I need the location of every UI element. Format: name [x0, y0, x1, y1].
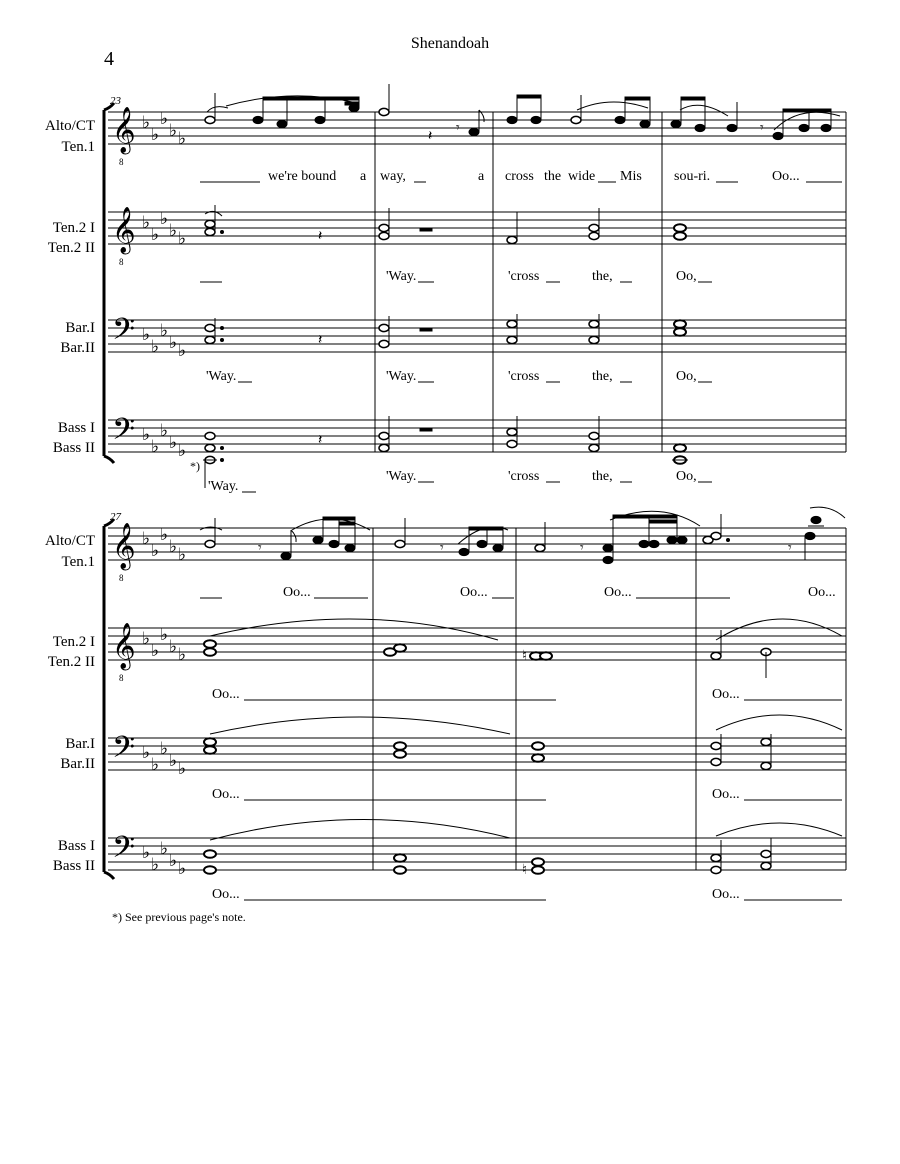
svg-text:Ten.1: Ten.1	[61, 139, 95, 155]
system-bracket	[104, 519, 114, 879]
bass-clef-icon: 𝄢	[112, 731, 136, 772]
svg-text:𝄾: 𝄾	[760, 121, 764, 136]
svg-text:♭: ♭	[160, 739, 169, 759]
svg-text:way,: way,	[380, 169, 406, 184]
lyrics-alto	[200, 585, 836, 600]
svg-text:♭: ♭	[178, 859, 187, 879]
svg-text:'Way.: 'Way.	[386, 369, 417, 384]
svg-text:'cross: 'cross	[508, 269, 540, 284]
notes-ten2	[205, 205, 686, 244]
footnote-marker: *)	[190, 459, 200, 473]
svg-text:'Way.: 'Way.	[208, 479, 239, 494]
svg-text:𝄾: 𝄾	[580, 541, 584, 556]
svg-text:a: a	[360, 169, 367, 184]
lyrics-bass	[212, 887, 842, 902]
svg-text:𝄾: 𝄾	[788, 541, 792, 556]
instrument-names	[45, 118, 95, 456]
svg-text:Oo...: Oo...	[460, 585, 488, 600]
svg-text:♭: ♭	[151, 855, 160, 875]
svg-text:♭: ♭	[169, 851, 178, 871]
svg-text:sou-ri.: sou-ri.	[674, 169, 711, 184]
svg-text:♭: ♭	[169, 433, 178, 453]
svg-text:♭: ♭	[151, 641, 160, 661]
svg-text:wide: wide	[568, 169, 596, 184]
svg-text:Bass II: Bass II	[52, 858, 95, 874]
svg-text:♭: ♭	[169, 537, 178, 557]
svg-text:Oo,: Oo,	[676, 269, 697, 284]
svg-text:𝄾: 𝄾	[258, 541, 262, 556]
lyrics-bass	[208, 469, 712, 494]
svg-text:Oo...: Oo...	[212, 687, 240, 702]
staff-name: Ten.2 I	[52, 634, 95, 650]
svg-text:♭: ♭	[169, 121, 178, 141]
staff-name: Bass I	[57, 838, 95, 854]
clefs	[112, 523, 136, 872]
svg-text:the: the	[544, 169, 562, 184]
svg-text:♭: ♭	[160, 209, 169, 229]
key-signature	[142, 525, 186, 879]
svg-text:♭: ♭	[178, 129, 187, 149]
svg-text:♭: ♭	[178, 645, 187, 665]
svg-text:the,: the,	[592, 269, 613, 284]
svg-text:♭: ♭	[142, 113, 151, 133]
svg-text:♭: ♭	[178, 441, 187, 461]
svg-text:cross: cross	[505, 169, 534, 184]
svg-text:♭: ♭	[151, 437, 160, 457]
svg-text:Bar.II: Bar.II	[60, 340, 95, 356]
svg-text:♭: ♭	[142, 629, 151, 649]
notes-bar	[204, 715, 842, 770]
system-1	[45, 84, 846, 494]
svg-text:Bar.II: Bar.II	[60, 756, 95, 772]
svg-text:𝄽: 𝄽	[318, 333, 323, 348]
bass-clef-icon: 𝄢	[112, 413, 136, 454]
svg-text:♭: ♭	[178, 341, 187, 361]
treble-clef-icon: 𝄞	[112, 523, 136, 569]
svg-text:♭: ♭	[151, 125, 160, 145]
bass-clef-icon: 𝄢	[112, 313, 136, 354]
svg-text:Oo,: Oo,	[676, 369, 697, 384]
svg-text:8: 8	[119, 157, 124, 167]
system-bracket	[104, 103, 114, 463]
measure-number: 23	[110, 95, 121, 107]
svg-text:♭: ♭	[160, 109, 169, 129]
svg-text:the,: the,	[592, 369, 613, 384]
svg-text:♭: ♭	[169, 333, 178, 353]
svg-text:♭: ♭	[142, 529, 151, 549]
svg-text:Ten.2 II: Ten.2 II	[47, 654, 95, 670]
svg-text:♭: ♭	[142, 743, 151, 763]
staff-name: Ten.2 I	[52, 220, 95, 236]
svg-text:𝄽: 𝄽	[318, 433, 323, 448]
lyrics-bar	[206, 369, 712, 384]
svg-text:Mis: Mis	[620, 169, 642, 184]
svg-text:Oo...: Oo...	[212, 887, 240, 902]
notes-bar	[205, 314, 686, 348]
svg-text:𝄽: 𝄽	[318, 229, 323, 244]
treble-clef-icon: 𝄞	[112, 107, 136, 153]
svg-text:♭: ♭	[151, 541, 160, 561]
lyrics-ten2	[200, 269, 712, 284]
svg-text:♭: ♭	[142, 213, 151, 233]
svg-text:♭: ♭	[151, 337, 160, 357]
svg-text:Ten.2 II: Ten.2 II	[47, 240, 95, 256]
svg-text:Oo...: Oo...	[712, 787, 740, 802]
svg-text:♭: ♭	[160, 839, 169, 859]
barlines	[373, 528, 846, 870]
system-2	[45, 507, 846, 902]
lyrics-bar	[212, 787, 842, 802]
footnote: *) See previous page's note.	[112, 910, 246, 924]
page-number: 4	[104, 48, 114, 70]
svg-text:♭: ♭	[160, 525, 169, 545]
staff-name: Alto/CT	[44, 533, 95, 549]
svg-text:a: a	[478, 169, 485, 184]
svg-text:♮: ♮	[522, 862, 528, 878]
svg-text:'cross: 'cross	[508, 369, 540, 384]
clefs	[112, 107, 136, 454]
svg-text:8: 8	[119, 573, 124, 583]
svg-text:♭: ♭	[169, 751, 178, 771]
staff-name: Bar.I	[65, 320, 95, 336]
svg-text:8: 8	[119, 673, 124, 683]
svg-text:♭: ♭	[151, 755, 160, 775]
svg-text:'Way.: 'Way.	[386, 269, 417, 284]
svg-text:Oo...: Oo...	[772, 169, 800, 184]
svg-text:Oo...: Oo...	[808, 585, 836, 600]
notes-bass	[204, 819, 842, 878]
svg-text:'Way.: 'Way.	[386, 469, 417, 484]
svg-text:♭: ♭	[160, 625, 169, 645]
lyrics-ten2	[212, 687, 842, 702]
svg-text:♭: ♭	[142, 325, 151, 345]
svg-text:♭: ♭	[160, 421, 169, 441]
staff-name: Alto/CT	[44, 118, 95, 134]
page-title: Shenandoah	[410, 35, 490, 52]
svg-text:Ten.1: Ten.1	[61, 554, 95, 570]
svg-text:♭: ♭	[151, 225, 160, 245]
svg-text:♭: ♭	[160, 321, 169, 341]
svg-text:we're bound: we're bound	[268, 169, 337, 184]
svg-text:the,: the,	[592, 469, 613, 484]
svg-text:Oo...: Oo...	[212, 787, 240, 802]
instrument-names	[45, 533, 95, 874]
key-signature	[142, 109, 186, 461]
bass-clef-icon: 𝄢	[112, 831, 136, 872]
svg-text:Oo...: Oo...	[283, 585, 311, 600]
svg-text:♭: ♭	[142, 843, 151, 863]
svg-text:Oo...: Oo...	[712, 887, 740, 902]
svg-text:'cross: 'cross	[508, 469, 540, 484]
staff-name: Bass I	[57, 420, 95, 436]
svg-text:♭: ♭	[169, 637, 178, 657]
svg-text:Oo...: Oo...	[604, 585, 632, 600]
svg-text:𝄾: 𝄾	[440, 541, 444, 556]
svg-text:♮: ♮	[522, 648, 528, 664]
svg-text:♭: ♭	[169, 221, 178, 241]
svg-text:𝄾: 𝄾	[456, 121, 460, 136]
svg-text:Bass II: Bass II	[52, 440, 95, 456]
notes-alto	[200, 507, 845, 563]
svg-text:Oo,: Oo,	[676, 469, 697, 484]
measure-number: 27	[110, 511, 121, 523]
svg-text:'Way.: 'Way.	[206, 369, 237, 384]
svg-text:8: 8	[119, 257, 124, 267]
svg-text:♭: ♭	[178, 229, 187, 249]
treble-clef-icon: 𝄞	[112, 623, 136, 669]
treble-clef-icon: 𝄞	[112, 207, 136, 253]
svg-text:♭: ♭	[142, 425, 151, 445]
svg-text:♭: ♭	[178, 545, 187, 565]
staff-name: Bar.I	[65, 736, 95, 752]
notes-alto	[205, 84, 840, 144]
lyrics-alto	[200, 169, 842, 184]
svg-text:𝄽: 𝄽	[428, 129, 433, 144]
svg-text:Oo...: Oo...	[712, 687, 740, 702]
svg-text:♭: ♭	[178, 759, 187, 779]
